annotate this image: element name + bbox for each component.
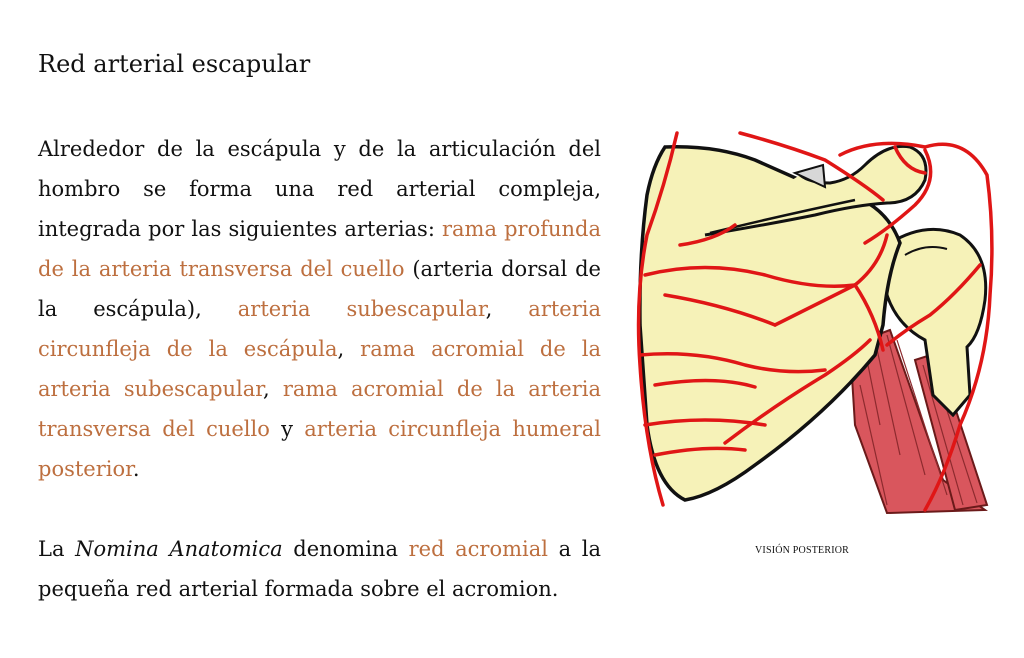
link-red-acromial[interactable]: red acromial (408, 537, 548, 561)
scapula-illustration (625, 125, 1005, 520)
link-arteria-circunfleja-escapula[interactable]: arteria circunfleja de la escápula (38, 297, 601, 361)
text-segment: a la pequeña red arterial formada sobre el acromion. (38, 537, 601, 601)
emphasis-nomina-anatomica: Nomina Anatomica (75, 537, 283, 561)
page-title: Red arterial escapular (38, 50, 311, 78)
link-arteria-circunfleja-humeral-posterior[interactable]: arteria circunfleja humeral posterior (38, 417, 601, 481)
paragraph-arteries (38, 129, 601, 489)
link-rama-profunda-transversa-cuello[interactable]: rama profunda de la arteria transversa del cuello (38, 217, 601, 281)
link-arteria-subescapular[interactable]: arteria subescapular (237, 297, 486, 321)
text-segment: , (337, 337, 361, 361)
text-segment: , (485, 297, 529, 321)
paragraph-nomina (38, 529, 601, 609)
text-segment: . (132, 457, 140, 481)
text-segment: La (38, 537, 76, 561)
text-segment: (arteria dorsal de la escápula), (38, 257, 601, 321)
link-rama-acromial-subescapular[interactable]: rama acromial de la arteria subescapular (38, 337, 601, 401)
figure-caption: VISIÓN POSTERIOR (755, 545, 850, 556)
text-segment: , (263, 377, 283, 401)
text-segment: y (269, 417, 305, 441)
link-rama-acromial-transversa-cuello[interactable]: rama acromial de la arteria transversa del cuello (38, 377, 601, 441)
text-segment: Alrededor de la escápula y de la articulación del hombro se forma una red arterial compleja, integrada por las siguientes arterias: (38, 137, 601, 241)
text-segment: denomina (282, 537, 409, 561)
